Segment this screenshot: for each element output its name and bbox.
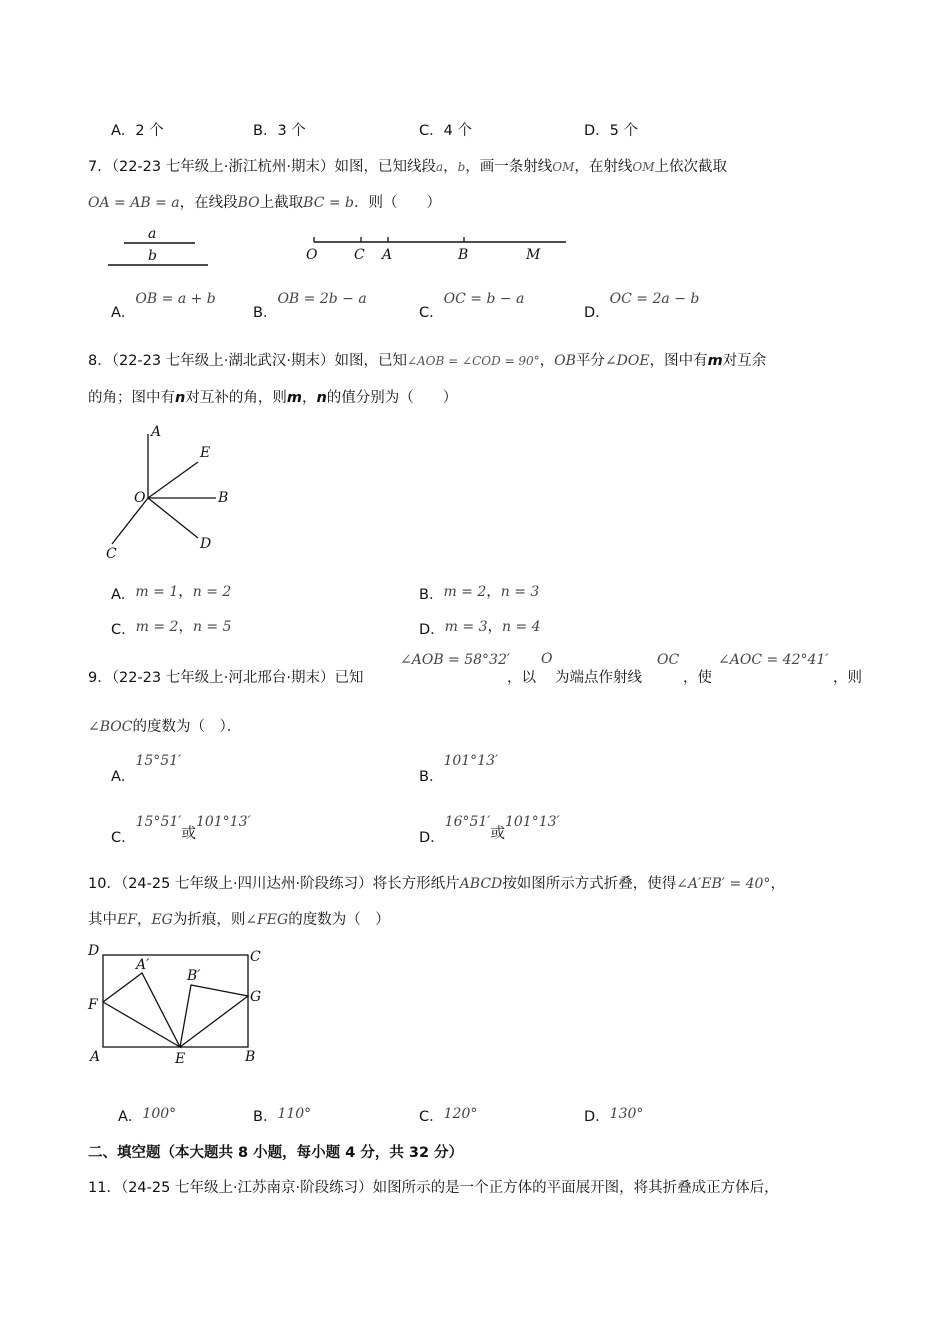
q6-option-a: A．2 个 bbox=[111, 123, 164, 139]
q9-stem-line2: ∠BOC的度数为（ ）． bbox=[88, 719, 242, 735]
q10-option-c: C．120° bbox=[419, 1106, 478, 1125]
q9-ray-oc: OC bbox=[657, 652, 680, 668]
point-c-label: C bbox=[354, 247, 365, 263]
q8-stem-line2: 的角；图中有n对互补的角，则m，n的值分别为（ ） bbox=[88, 390, 458, 406]
point-m-label: M bbox=[526, 247, 541, 263]
q7-stem-line1: 7．（22-23 七年级上·浙江杭州·期末）如图，已知线段a，b，画一条射线OM，在射线OM上依次截取 bbox=[88, 159, 728, 175]
q7-option-a: A．OB = a + b bbox=[111, 291, 216, 321]
q7-option-b: B．OB = 2b − a bbox=[253, 291, 367, 321]
q6-option-b: B．3 个 bbox=[253, 123, 306, 139]
q8-option-c: C．m = 2，n = 5 bbox=[111, 619, 232, 638]
q11-stem-line1: 11．（24-25 七年级上·江苏南京·阶段练习）如图所示的是一个正方体的平面展开图，将其折叠成正方体后， bbox=[88, 1180, 779, 1196]
q10-stem-line1: 10．（24-25 七年级上·四川达州·阶段练习）将长方形纸片ABCD按如图所示方式折叠，使得∠A′EB′ = 40°， bbox=[88, 876, 785, 892]
q9-point-o: O bbox=[541, 651, 553, 667]
label-g: G bbox=[250, 989, 262, 1005]
q8-figure-angles bbox=[100, 420, 250, 568]
point-b-label: B bbox=[458, 247, 469, 263]
label-c: C bbox=[250, 949, 261, 965]
label-e: E bbox=[200, 445, 211, 461]
q8-option-a: A．m = 1，n = 2 bbox=[111, 584, 232, 603]
rect-abcd bbox=[103, 955, 248, 1047]
label-d: D bbox=[200, 536, 212, 552]
segment-a-label: a bbox=[148, 226, 157, 242]
q10-stem-line2: 其中EF，EG为折痕，则∠FEG的度数为（ ） bbox=[88, 912, 390, 928]
label-b-prime: B′ bbox=[187, 968, 201, 984]
q8-option-d: D．m = 3，n = 4 bbox=[419, 619, 541, 638]
q9-option-a: A．15°51′ bbox=[111, 753, 182, 785]
q6-option-c: C．4 个 bbox=[419, 123, 472, 139]
q9-angle-aob: ∠AOB = 58°32′ bbox=[400, 652, 511, 668]
ray-od bbox=[148, 498, 198, 538]
q9-stem-end: ，则 bbox=[833, 670, 862, 686]
section-title-fill-in: 二、填空题（本大题共 8 小题，每小题 4 分，共 32 分） bbox=[88, 1145, 464, 1161]
q9-stem-mid3: ，使 bbox=[683, 670, 712, 686]
q7-option-d: D．OC = 2a − b bbox=[584, 291, 700, 321]
q9-option-b: B．101°13′ bbox=[419, 753, 499, 785]
label-a-prime: A′ bbox=[136, 957, 150, 973]
label-d: D bbox=[88, 943, 100, 959]
label-b: B bbox=[245, 1049, 256, 1065]
label-a: A bbox=[90, 1049, 101, 1065]
q9-angle-aoc: ∠AOC = 42°41′ bbox=[718, 652, 829, 668]
label-o: O bbox=[134, 490, 146, 506]
fold-right bbox=[180, 985, 248, 1047]
label-b: B bbox=[218, 490, 229, 506]
q9-stem-line1: 9．（22-23 七年级上·河北邢台·期末）已知 bbox=[88, 670, 364, 686]
q7-figure-segments bbox=[100, 225, 220, 269]
fold-left bbox=[103, 973, 180, 1047]
label-c: C bbox=[106, 546, 117, 562]
point-a-label: A bbox=[382, 247, 393, 263]
ray-oe bbox=[148, 462, 198, 498]
point-o-label: O bbox=[306, 247, 318, 263]
segment-b-label: b bbox=[148, 248, 157, 264]
label-f: F bbox=[88, 997, 98, 1013]
q9-stem-mid2: 为端点作射线 bbox=[555, 670, 642, 686]
q7-figure-ray bbox=[300, 230, 572, 264]
q9-option-d: D．16°51′或101°13′ bbox=[419, 814, 560, 846]
label-a: A bbox=[151, 424, 162, 440]
q7-option-c: C．OC = b − a bbox=[419, 291, 525, 321]
q9-option-c: C．15°51′或101°13′ bbox=[111, 814, 251, 846]
label-e: E bbox=[175, 1051, 186, 1067]
q8-option-b: B．m = 2，n = 3 bbox=[419, 584, 540, 603]
q10-option-b: B．110° bbox=[253, 1106, 312, 1125]
q8-stem-line1: 8．（22-23 七年级上·湖北武汉·期末）如图，已知∠AOB = ∠COD = 90°，OB平分∠DOE，图中有m对互余 bbox=[88, 353, 767, 369]
q9-stem-mid1: ，以 bbox=[507, 670, 536, 686]
q10-option-d: D．130° bbox=[584, 1106, 644, 1125]
q6-option-d: D．5 个 bbox=[584, 123, 639, 139]
q10-option-a: A．100° bbox=[118, 1106, 177, 1125]
q10-figure-rectangle bbox=[84, 938, 274, 1068]
q7-stem-line2: OA = AB = a，在线段BO上截取BC = b．则（ ） bbox=[88, 195, 441, 211]
